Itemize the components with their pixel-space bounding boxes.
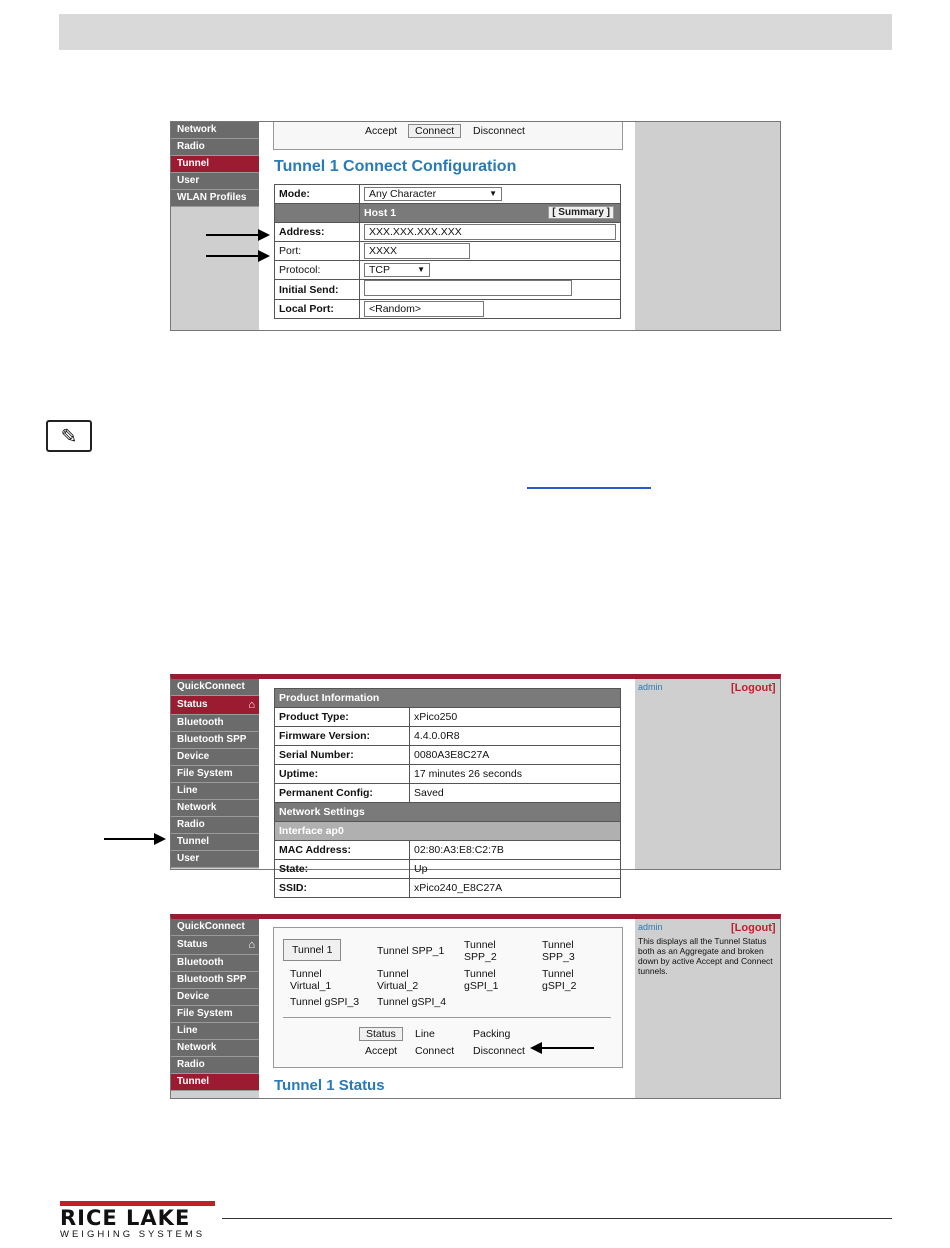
nav-item-file-system[interactable]: File System [171,1006,259,1023]
tab-accept[interactable]: Accept [365,125,398,137]
subtab-packing[interactable]: Packing [473,1028,511,1040]
tunnel-nav-arrow [104,838,164,840]
tab-tunnel-1[interactable]: Tunnel 1 [283,939,341,961]
footer-rule [222,1218,892,1219]
left-nav [171,919,259,1098]
nav-item-quickconnect[interactable]: QuickConnect [171,679,259,696]
subtab-status[interactable]: Status [359,1027,403,1041]
logo-red-bar [60,1201,215,1206]
subtab-accept[interactable]: Accept [365,1045,398,1057]
subtab-line[interactable]: Line [415,1028,435,1040]
nav-item-wlan-profiles[interactable]: WLAN Profiles [171,190,259,207]
row-label: MAC Address: [275,841,410,860]
row-label: Uptime: [275,765,410,784]
nav-item-user[interactable]: User [171,173,259,190]
host-header: Host 1 [364,207,397,219]
tab-connect[interactable]: Connect [408,124,461,138]
subtab-disconnect[interactable]: Disconnect [473,1045,525,1057]
left-nav [171,122,259,330]
row-value: 0080A3E8C27A [410,746,621,765]
help-text: This displays all the Tunnel Status both as an Aggregate and broken down by active Accept and Connect tunnels. [638,936,773,976]
initial-send-field[interactable] [364,280,572,296]
row-label: SSID: [275,879,410,898]
home-icon: ⌂ [248,939,255,951]
rice-lake-logo [60,1207,205,1240]
admin-user: admin [638,682,663,692]
nav-item-bluetooth[interactable]: Bluetooth [171,715,259,732]
status-table [274,688,621,898]
row-value: 4.4.0.0R8 [410,727,621,746]
local-port-label: Local Port: [275,300,360,319]
initial-send-label: Initial Send: [275,280,360,300]
logout-link[interactable]: [Logout] [731,682,776,694]
address-field[interactable]: XXX.XXX.XXX.XXX [364,224,616,240]
disconnect-arrow [532,1047,594,1049]
chevron-down-icon: ▼ [489,189,497,198]
tab-tunnel-gspi-4[interactable]: Tunnel gSPI_4 [377,996,447,1008]
local-port-field[interactable]: <Random> [364,301,484,317]
nav-item-tunnel[interactable]: Tunnel [171,156,259,173]
nav-item-radio[interactable]: Radio [171,139,259,156]
summary-link[interactable]: [ Summary ] [548,206,614,219]
nav-item-network[interactable]: Network [171,800,259,817]
chevron-down-icon: ▼ [417,265,425,274]
nav-item-bluetooth-spp[interactable]: Bluetooth SPP [171,972,259,989]
left-nav [171,679,259,869]
address-label: Address: [275,223,360,242]
row-value: Saved [410,784,621,803]
tab-tunnel-virtual-2[interactable]: Tunnel Virtual_2 [377,968,419,992]
nav-item-status[interactable] [171,696,259,715]
port-field[interactable]: XXXX [364,243,470,259]
product-info-header: Product Information [275,689,621,708]
mode-select[interactable] [364,187,502,201]
tab-tunnel-spp-1[interactable]: Tunnel SPP_1 [377,945,445,957]
nav-item-device[interactable]: Device [171,749,259,766]
tab-tunnel-spp-2[interactable]: Tunnel SPP_2 [464,939,497,963]
nav-item-quickconnect[interactable]: QuickConnect [171,919,259,936]
logo-wordmark: RICE LAKE [60,1206,191,1230]
nav-label: Status [177,699,208,710]
interface-header: Interface ap0 [275,822,621,841]
note-icon: ✎ [46,420,92,452]
nav-item-device[interactable]: Device [171,989,259,1006]
admin-user: admin [638,922,663,932]
page-title: Tunnel 1 Connect Configuration [274,158,517,175]
page-title: Tunnel 1 Status [274,1077,385,1094]
tab-tunnel-virtual-1[interactable]: Tunnel Virtual_1 [290,968,332,992]
nav-item-tunnel[interactable]: Tunnel [171,834,259,851]
row-label: Permanent Config: [275,784,410,803]
port-label: Port: [275,242,360,261]
nav-item-bluetooth-spp[interactable]: Bluetooth SPP [171,732,259,749]
protocol-select[interactable] [364,263,430,277]
row-value: Up [410,860,621,879]
right-panel [635,679,780,869]
row-label: Serial Number: [275,746,410,765]
row-value: 17 minutes 26 seconds [410,765,621,784]
subtab-connect[interactable]: Connect [415,1045,455,1057]
network-settings-header: Network Settings [275,803,621,822]
protocol-label: Protocol: [275,261,360,280]
tab-disconnect[interactable]: Disconnect [473,125,525,137]
tunnel-status-screenshot [170,914,781,1099]
tab-tunnel-gspi-1[interactable]: Tunnel gSPI_1 [464,968,499,992]
tab-tunnel-gspi-2[interactable]: Tunnel gSPI_2 [542,968,577,992]
nav-item-line[interactable]: Line [171,783,259,800]
home-icon: ⌂ [248,699,255,711]
nav-item-radio[interactable]: Radio [171,1057,259,1074]
row-value: xPico240_E8C27A [410,879,621,898]
right-panel [635,122,780,330]
connect-config-table [274,184,621,319]
nav-item-status[interactable] [171,936,259,955]
link-underline[interactable] [527,487,651,489]
nav-item-radio[interactable]: Radio [171,817,259,834]
mode-value: Any Character [369,188,437,200]
logo-tagline: WEIGHING SYSTEMS [60,1229,206,1240]
address-arrow [206,234,268,236]
tab-tunnel-gspi-3[interactable]: Tunnel gSPI_3 [290,996,360,1008]
row-value: xPico250 [410,708,621,727]
nav-item-network[interactable]: Network [171,122,259,139]
row-label: Firmware Version: [275,727,410,746]
row-label: State: [275,860,410,879]
tunnel-connect-screenshot [170,121,781,331]
row-value: 02:80:A3:E8:C2:7B [410,841,621,860]
nav-item-tunnel[interactable]: Tunnel [171,1074,259,1091]
nav-label: Status [177,939,208,950]
port-arrow [206,255,268,257]
row-label: Product Type: [275,708,410,727]
status-screenshot [170,674,781,894]
nav-item-file-system[interactable]: File System [171,766,259,783]
protocol-value: TCP [369,264,390,276]
nav-item-bluetooth[interactable]: Bluetooth [171,955,259,972]
mode-label: Mode: [275,185,360,204]
page-header-bar [59,14,892,50]
logout-link[interactable]: [Logout] [731,922,776,934]
tab-divider [283,1017,611,1018]
nav-item-line[interactable]: Line [171,1023,259,1040]
nav-item-user[interactable]: User [171,851,259,868]
nav-item-network[interactable]: Network [171,1040,259,1057]
tab-tunnel-spp-3[interactable]: Tunnel SPP_3 [542,939,575,963]
